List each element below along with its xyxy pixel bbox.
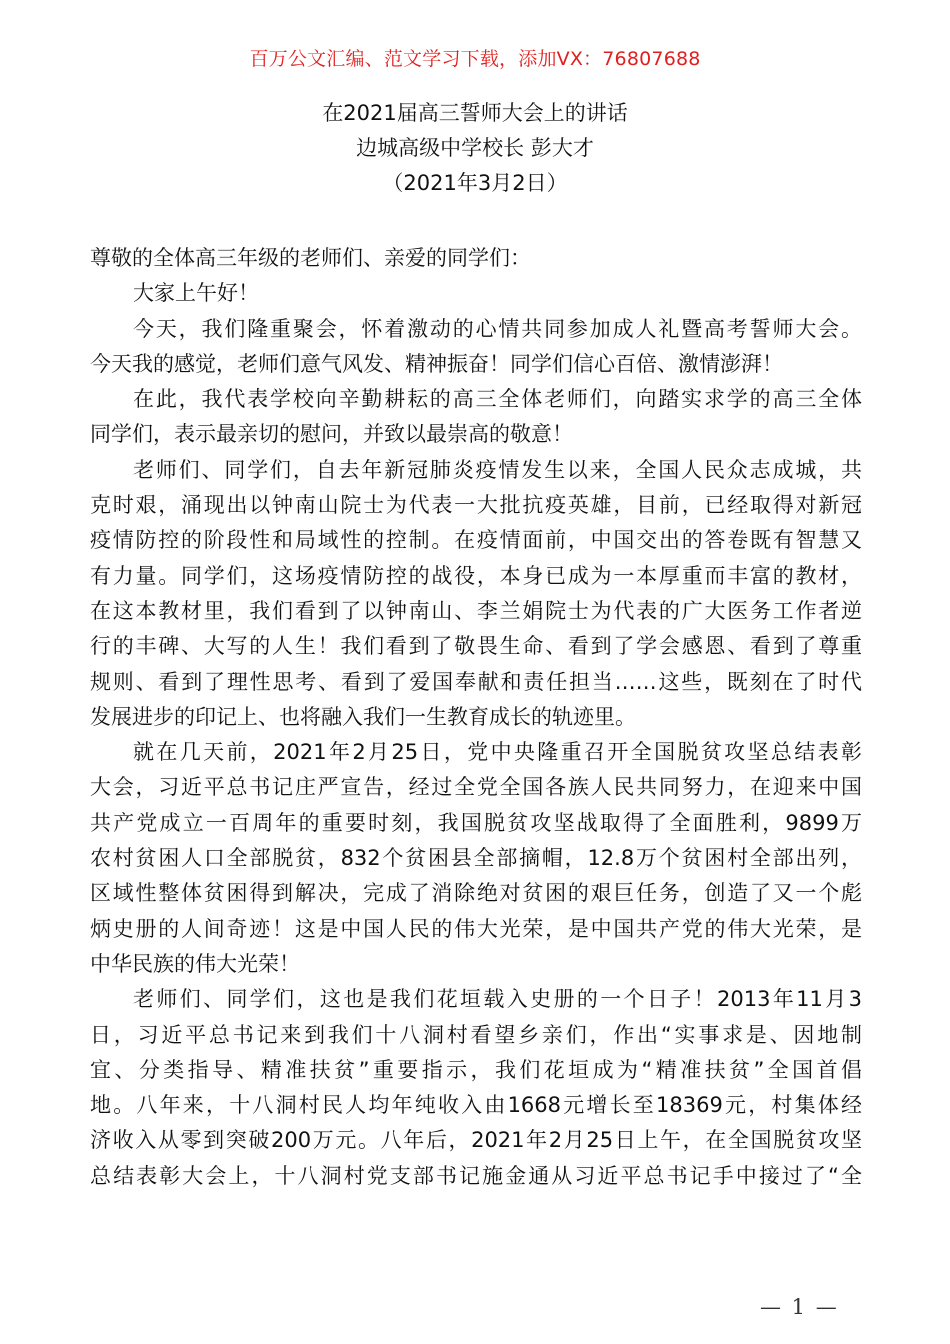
body-line: 宜、分类指导、精准扶贫”重要指示，我们花垣成为“精准扶贫”全国首倡 bbox=[90, 1057, 862, 1082]
body-line: 同学们，表示最亲切的慰问，并致以最崇高的敬意！ bbox=[90, 422, 573, 447]
body-line: 日，习近平总书记来到我们十八洞村看望乡亲们，作出“实事求是、因地制 bbox=[90, 1022, 862, 1047]
body-line: 克时艰，涌现出以钟南山院士为代表一大批抗疫英雄，目前，已经取得对新冠 bbox=[90, 493, 862, 518]
speech-body bbox=[90, 241, 862, 1194]
body-line: 今天，我们隆重聚会，怀着激动的心情共同参加成人礼暨高考誓师大会。 bbox=[133, 316, 862, 341]
speech-date: （2021年3月2日） bbox=[382, 171, 568, 195]
body-line: 老师们、同学们，这也是我们花垣载入史册的一个日子！2013年11月3 bbox=[133, 987, 862, 1012]
body-line: 今天我的感觉，老师们意气风发、精神振奋！同学们信心百倍、激情澎湃！ bbox=[90, 351, 783, 376]
body-line: 中华民族的伟大光荣！ bbox=[90, 951, 300, 976]
body-line: 行的丰碑、大写的人生！我们看到了敬畏生命、看到了学会感恩、看到了尊重 bbox=[90, 634, 862, 659]
body-line: 大会，习近平总书记庄严宣告，经过全党全国各族人民共同努力，在迎来中国 bbox=[90, 775, 862, 800]
speech-title: 在2021届高三誓师大会上的讲话 bbox=[322, 101, 628, 125]
body-line: 疫情防控的阶段性和局域性的控制。在疫情面前，中国交出的答卷既有智慧又 bbox=[90, 528, 862, 553]
title-block bbox=[0, 96, 950, 201]
body-line: 地。八年来，十八洞村民人均年纯收入由1668元增长至18369元，村集体经 bbox=[90, 1093, 862, 1118]
body-line: 在此，我代表学校向辛勤耕耘的高三全体老师们，向踏实求学的高三全体 bbox=[133, 387, 862, 412]
body-line: 炳史册的人间奇迹！这是中国人民的伟大光荣，是中国共产党的伟大光荣，是 bbox=[90, 916, 862, 941]
speaker-line: 边城高级中学校长 彭大才 bbox=[356, 136, 594, 160]
body-line: 规则、看到了理性思考、看到了爱国奉献和责任担当……这些，既刻在了时代 bbox=[90, 669, 862, 694]
body-line: 农村贫困人口全部脱贫，832个贫困县全部摘帽，12.8万个贫困村全部出列， bbox=[90, 846, 862, 871]
body-line: 在这本教材里，我们看到了以钟南山、李兰娟院士为代表的广大医务工作者逆 bbox=[90, 598, 862, 623]
body-line: 共产党成立一百周年的重要时刻，我国脱贫攻坚战取得了全面胜利，9899万 bbox=[90, 810, 862, 835]
watermark-banner: 百万公文汇编、范文学习下载，添加VX：76807688 bbox=[249, 48, 701, 70]
body-line: 尊敬的全体高三年级的老师们、亲爱的同学们： bbox=[90, 246, 531, 270]
body-line: 区域性整体贫困得到解决，完成了消除绝对贫困的艰巨任务，创造了又一个彪 bbox=[90, 881, 862, 906]
body-line: 有力量。同学们，这场疫情防控的战役，本身已成为一本厚重而丰富的教材， bbox=[90, 563, 862, 588]
body-line: 老师们、同学们，自去年新冠肺炎疫情发生以来，全国人民众志成城，共 bbox=[133, 457, 862, 482]
body-line: 总结表彰大会上，十八洞村党支部书记施金通从习近平总书记手中接过了“全 bbox=[90, 1163, 862, 1188]
body-line: 济收入从零到突破200万元。八年后，2021年2月25日上午，在全国脱贫攻坚 bbox=[90, 1128, 862, 1153]
body-line: 大家上午好！ bbox=[133, 281, 259, 306]
body-line: 发展进步的印记上、也将融入我们一生教育成长的轨迹里。 bbox=[90, 704, 636, 729]
page-number: — 1 — bbox=[760, 1295, 839, 1319]
body-line: 就在几天前，2021年2月25日，党中央隆重召开全国脱贫攻坚总结表彰 bbox=[133, 740, 862, 765]
